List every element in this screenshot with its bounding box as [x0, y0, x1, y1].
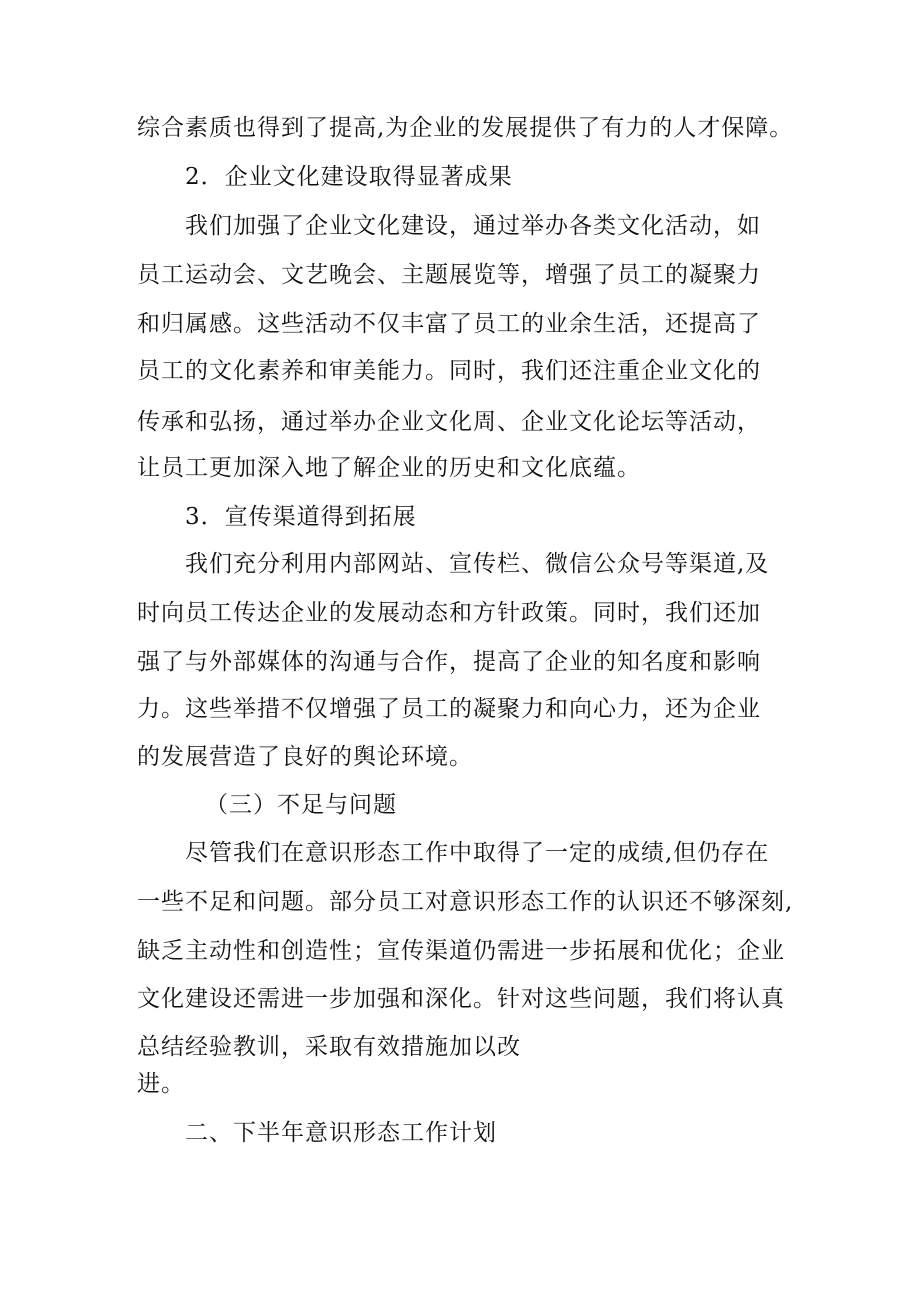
section-heading: 3．宣传渠道得到拓展	[185, 504, 417, 530]
paragraph-line: 总结经验教训，采取有效措施加以改	[137, 1034, 521, 1060]
paragraph-line: 传承和弘扬，通过举办企业文化周、企业文化论坛等活动，	[137, 409, 761, 435]
paragraph-line: 的发展营造了良好的舆论环境。	[137, 744, 473, 770]
paragraph-line: 和归属感。这些活动不仅丰富了员工的业余生活，还提高了	[137, 311, 761, 337]
paragraph-line: 缺乏主动性和创造性；宣传渠道仍需进一步拓展和优化；企业	[137, 938, 785, 964]
paragraph-line: 员工的文化素养和审美能力。同时，我们还注重企业文化的	[137, 358, 761, 384]
paragraph-line: 一些不足和问题。部分员工对意识形态工作的认识还不够深刻,	[137, 889, 794, 915]
paragraph-line: 让员工更加深入地了解企业的历史和文化底蕴。	[137, 455, 641, 481]
chapter-heading: 二、下半年意识形态工作计划	[185, 1120, 497, 1146]
paragraph-line: 强了与外部媒体的沟通与合作，提高了企业的知名度和影响	[137, 649, 761, 675]
paragraph-line: 综合素质也得到了提高,为企业的发展提供了有力的人才保障。	[137, 115, 794, 141]
paragraph-line: 力。这些举措不仅增强了员工的凝聚力和向心力，还为企业	[137, 696, 761, 722]
section-heading: 2．企业文化建设取得显著成果	[185, 164, 513, 190]
section-heading: （三）不足与问题	[205, 792, 397, 818]
paragraph-line: 文化建设还需进一步加强和深化。针对这些问题，我们将认真	[137, 986, 785, 1012]
paragraph-line: 员工运动会、文艺晚会、主题展览等，增强了员工的凝聚力	[137, 262, 761, 288]
paragraph-line: 尽管我们在意识形态工作中取得了一定的成绩,但仍存在	[185, 840, 770, 866]
paragraph-line: 我们加强了企业文化建设，通过举办各类文化活动，如	[185, 213, 761, 239]
paragraph-line: 时向员工传达企业的发展动态和方针政策。同时，我们还加	[137, 600, 761, 626]
paragraph-line: 进。	[137, 1071, 185, 1097]
paragraph-line: 我们充分利用内部网站、宣传栏、微信公众号等渠道,及	[185, 551, 770, 577]
